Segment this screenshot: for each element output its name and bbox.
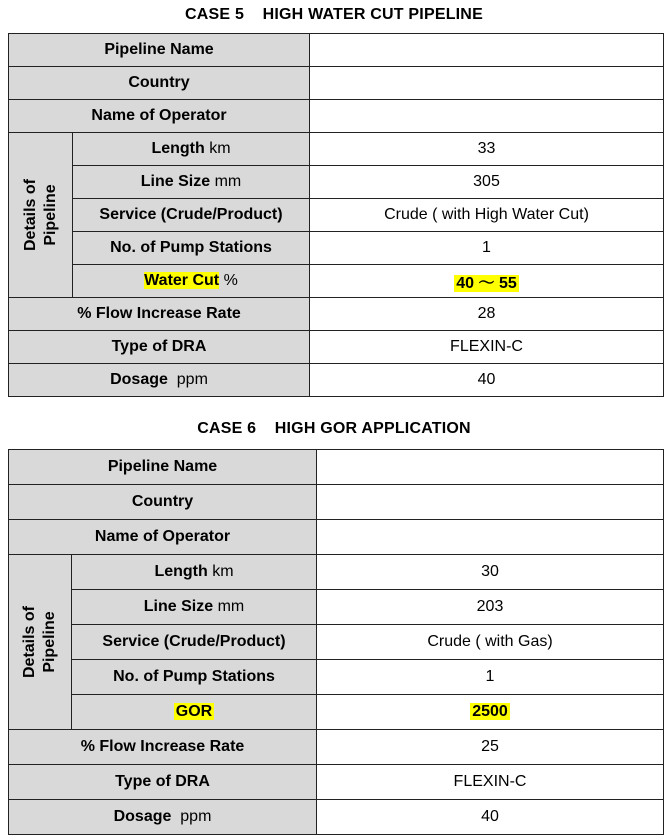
dra-type-label: Type of DRA — [9, 331, 310, 364]
country-value — [317, 485, 664, 520]
length-label: Length km — [72, 555, 317, 590]
length-value: 33 — [310, 133, 664, 166]
table-row — [9, 166, 664, 199]
flow-increase-label: % Flow Increase Rate — [9, 298, 310, 331]
dra-type-label: Type of DRA — [9, 765, 317, 800]
gor-value-cell — [317, 695, 664, 730]
service-label: Service (Crude/Product) — [72, 625, 317, 660]
length-label: Length km — [73, 133, 310, 166]
table-row — [9, 100, 664, 133]
flow-increase-value: 25 — [317, 730, 664, 765]
details-of-pipeline-header — [9, 555, 72, 730]
table-row — [9, 34, 664, 67]
operator-value — [317, 520, 664, 555]
line-size-unit: mm — [217, 598, 245, 615]
table-row — [9, 265, 664, 298]
operator-label: Name of Operator — [9, 520, 317, 555]
table-row — [9, 450, 664, 485]
length-unit: km — [209, 140, 231, 157]
case5-table — [8, 33, 664, 397]
case6-title: CASE 6 HIGH GOR APPLICATION — [197, 420, 471, 437]
water-cut-label — [73, 265, 310, 298]
pipeline-name-value — [310, 34, 664, 67]
dra-type-value: FLEXIN-C — [317, 765, 664, 800]
line-size-label: Line Size mm — [73, 166, 310, 199]
case5-title: CASE 5 HIGH WATER CUT PIPELINE — [185, 6, 483, 23]
dosage-value: 40 — [317, 800, 664, 835]
water-cut-label-text: Water Cut — [144, 272, 220, 289]
details-label-line2: Pipeline — [41, 184, 59, 246]
operator-value — [310, 100, 664, 133]
table-row — [9, 133, 664, 166]
dosage-value: 40 — [310, 364, 664, 397]
table-row — [9, 485, 664, 520]
table-row — [9, 555, 664, 590]
dosage-label: Dosage ppm — [9, 800, 317, 835]
dosage-unit: ppm — [176, 371, 208, 388]
table-row — [9, 232, 664, 265]
flow-increase-value: 28 — [310, 298, 664, 331]
table-row — [9, 590, 664, 625]
table-row — [9, 520, 664, 555]
water-cut-value-cell — [310, 265, 664, 298]
service-value: Crude ( with Gas) — [317, 625, 664, 660]
country-label: Country — [9, 485, 317, 520]
pump-stations-label: No. of Pump Stations — [72, 660, 317, 695]
details-of-pipeline-header — [9, 133, 73, 298]
pipeline-name-value — [317, 450, 664, 485]
line-size-value: 203 — [317, 590, 664, 625]
gor-label-cell — [72, 695, 317, 730]
service-value: Crude ( with High Water Cut) — [310, 199, 664, 232]
pump-stations-value: 1 — [317, 660, 664, 695]
table-row — [9, 660, 664, 695]
dosage-label: Dosage ppm — [9, 364, 310, 397]
table-row — [9, 625, 664, 660]
details-label-line1: Details of — [21, 178, 39, 252]
gor-label: GOR — [175, 703, 213, 720]
length-unit: km — [212, 563, 234, 580]
table-row — [9, 67, 664, 100]
table-row — [9, 695, 664, 730]
line-size-unit: mm — [214, 173, 242, 190]
dra-type-value: FLEXIN-C — [310, 331, 664, 364]
gor-value: 2500 — [472, 703, 508, 720]
dosage-unit: ppm — [180, 808, 212, 825]
line-size-value: 305 — [310, 166, 664, 199]
pipeline-name-label: Pipeline Name — [9, 450, 317, 485]
details-label-line2: Pipeline — [41, 611, 58, 673]
service-label: Service (Crude/Product) — [73, 199, 310, 232]
table-row — [9, 364, 664, 397]
table-row — [9, 331, 664, 364]
table-row — [9, 765, 664, 800]
water-cut-value: 40 ～ 55 — [456, 274, 517, 292]
table-row — [9, 800, 664, 835]
table-row — [9, 199, 664, 232]
line-size-label: Line Size mm — [72, 590, 317, 625]
pipeline-name-label: Pipeline Name — [9, 34, 310, 67]
case6-table — [8, 449, 664, 835]
length-value: 30 — [317, 555, 664, 590]
pump-stations-label: No. of Pump Stations — [73, 232, 310, 265]
country-value — [310, 67, 664, 100]
table-row — [9, 730, 664, 765]
details-label-line1: Details of — [21, 605, 38, 679]
pump-stations-value: 1 — [310, 232, 664, 265]
table-row — [9, 298, 664, 331]
water-cut-unit: % — [223, 272, 238, 289]
operator-label: Name of Operator — [9, 100, 310, 133]
country-label: Country — [9, 67, 310, 100]
flow-increase-label: % Flow Increase Rate — [9, 730, 317, 765]
